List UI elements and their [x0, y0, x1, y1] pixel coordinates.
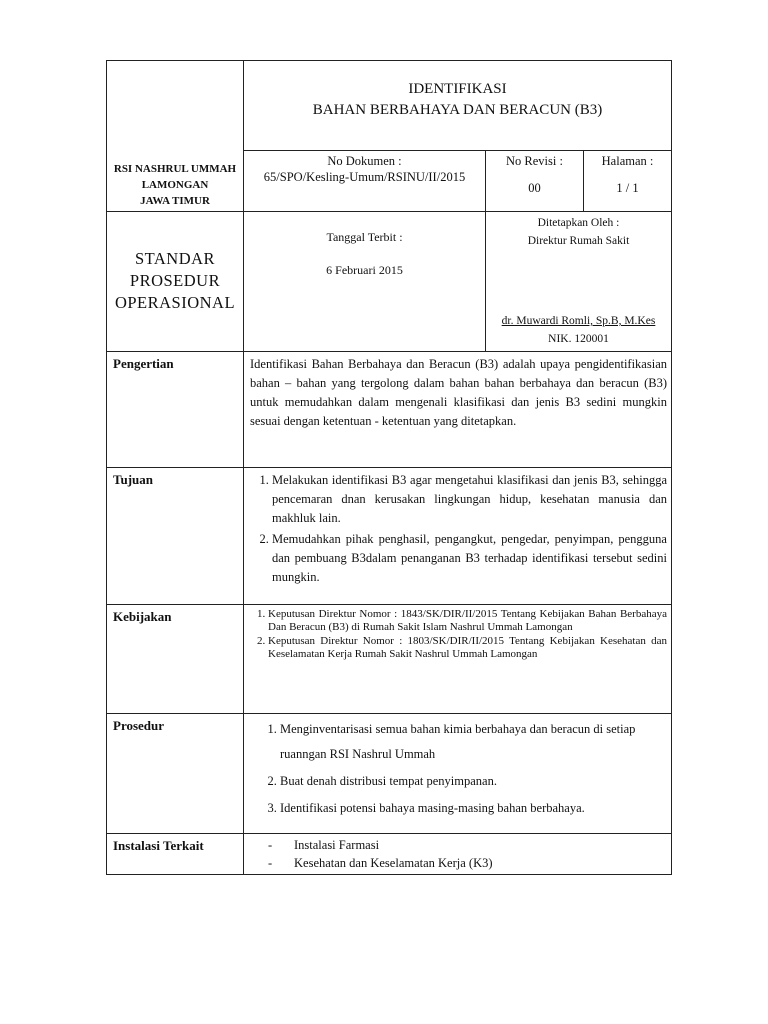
sop-title-line1: STANDAR: [134, 249, 216, 268]
instalasi-cell: [244, 834, 672, 875]
tanggal-terbit-value: 6 Februari 2015: [326, 263, 403, 277]
hospital-cell: [107, 61, 244, 212]
pengertian-text: Identifikasi Bahan Berbahaya dan Beracun (B3) adalah upaya pengidentifikasian bahan – bahan yang tergolong dalam bahan bahan berbahaya dan beracun (B3) untuk memudahkan dalam mengenali klasifikasi dan jenis B3 sedini mungkin sesuai dengan ketentuan - ketentuan yang ditetapkan.: [244, 352, 672, 468]
kebijakan-label: Kebijakan: [107, 605, 244, 714]
instalasi-label: Instalasi Terkait: [107, 834, 244, 875]
tujuan-item: 1. Melakukan identifikasi B3 agar mengetahui klasifikasi dan jenis B3, sehingga pencemaran dnan kerusakan lingkungan hidup, kesehatan manusia dan makhluk lain.: [272, 471, 667, 528]
instalasi-item: - Kesehatan dan Keselamatan Kerja (K3): [268, 854, 667, 872]
tujuan-list: [250, 471, 667, 587]
no-revisi-cell: [486, 151, 584, 212]
no-dokumen-label: No Dokumen :: [327, 154, 402, 169]
document-title-line2: BAHAN BERBAHAYA DAN BERACUN (B3): [312, 102, 603, 118]
prosedur-label: Prosedur: [107, 714, 244, 834]
kebijakan-cell: [244, 605, 672, 714]
tanggal-terbit-cell: [244, 212, 486, 352]
tujuan-item: 2. Memudahkan pihak penghasil, pengangkut, pengedar, penyimpan, pengguna dan pembuang B3dalam penanganan B3 terhadap identifikasi tersebut sedini mungkin.: [272, 530, 667, 587]
instalasi-item: - Instalasi Farmasi: [268, 836, 667, 854]
no-revisi-label: No Revisi :: [506, 154, 563, 169]
signer-name: dr. Muwardi Romli, Sp.B, M.Kes: [501, 315, 656, 327]
no-dokumen-value: 65/SPO/Kesling-Umum/RSINU/II/2015: [263, 170, 466, 185]
no-dokumen-cell: [244, 151, 486, 212]
prosedur-item: 2. Buat denah distribusi tempat penyimpanan.: [280, 769, 667, 794]
halaman-value: 1 / 1: [616, 181, 639, 196]
prosedur-item: 3. Identifikasi potensi bahaya masing-masing bahan berbahaya.: [280, 796, 667, 821]
hospital-name: [107, 157, 243, 209]
ditetapkan-label: Ditetapkan Oleh :: [537, 217, 620, 229]
sop-title-line3: OPERASIONAL: [114, 293, 236, 312]
document-title-cell: [244, 61, 672, 151]
tujuan-cell: [244, 468, 672, 605]
halaman-cell: [584, 151, 672, 212]
prosedur-item: 1. Menginventarisasi semua bahan kimia berbahaya dan beracun di setiap ruanngan RSI Nashrul Ummah: [280, 717, 667, 767]
sop-table: [106, 60, 672, 875]
ditetapkan-value: Direktur Rumah Sakit: [527, 235, 630, 247]
hospital-line2: LAMONGAN: [141, 179, 209, 191]
tanggal-terbit-label: Tanggal Terbit :: [326, 230, 403, 244]
signer-nik: NIK. 120001: [548, 333, 609, 345]
kebijakan-item: 2. Keputusan Direktur Nomor : 1803/SK/DIR/II/2015 Tentang Kebijakan Kesehatan dan Keselamatan Kerja Rumah Sakit Nashrul Ummah Lamongan: [268, 635, 667, 660]
halaman-label: Halaman :: [601, 154, 654, 169]
sop-label-cell: [107, 212, 244, 352]
no-revisi-value: 00: [528, 181, 541, 196]
ditetapkan-cell: [486, 212, 672, 352]
sop-document: [106, 60, 671, 875]
prosedur-cell: [244, 714, 672, 834]
sop-title-line2: PROSEDUR: [129, 271, 221, 290]
tujuan-label: Tujuan: [107, 468, 244, 605]
kebijakan-item: 1. Keputusan Direktur Nomor : 1843/SK/DIR/II/2015 Tentang Kebijakan Bahan Berbahaya Dan Beracun (B3) di Rumah Sakit Islam Nashrul Ummah Lamongan: [268, 608, 667, 633]
kebijakan-list: [246, 608, 667, 660]
document-title-line1: IDENTIFIKASI: [408, 81, 507, 97]
sop-title: [107, 248, 243, 314]
hospital-line1: RSI NASHRUL UMMAH: [113, 163, 237, 175]
instalasi-list: [248, 836, 667, 872]
prosedur-list: [250, 717, 667, 821]
hospital-line3: JAWA TIMUR: [140, 195, 210, 207]
pengertian-label: Pengertian: [107, 352, 244, 468]
